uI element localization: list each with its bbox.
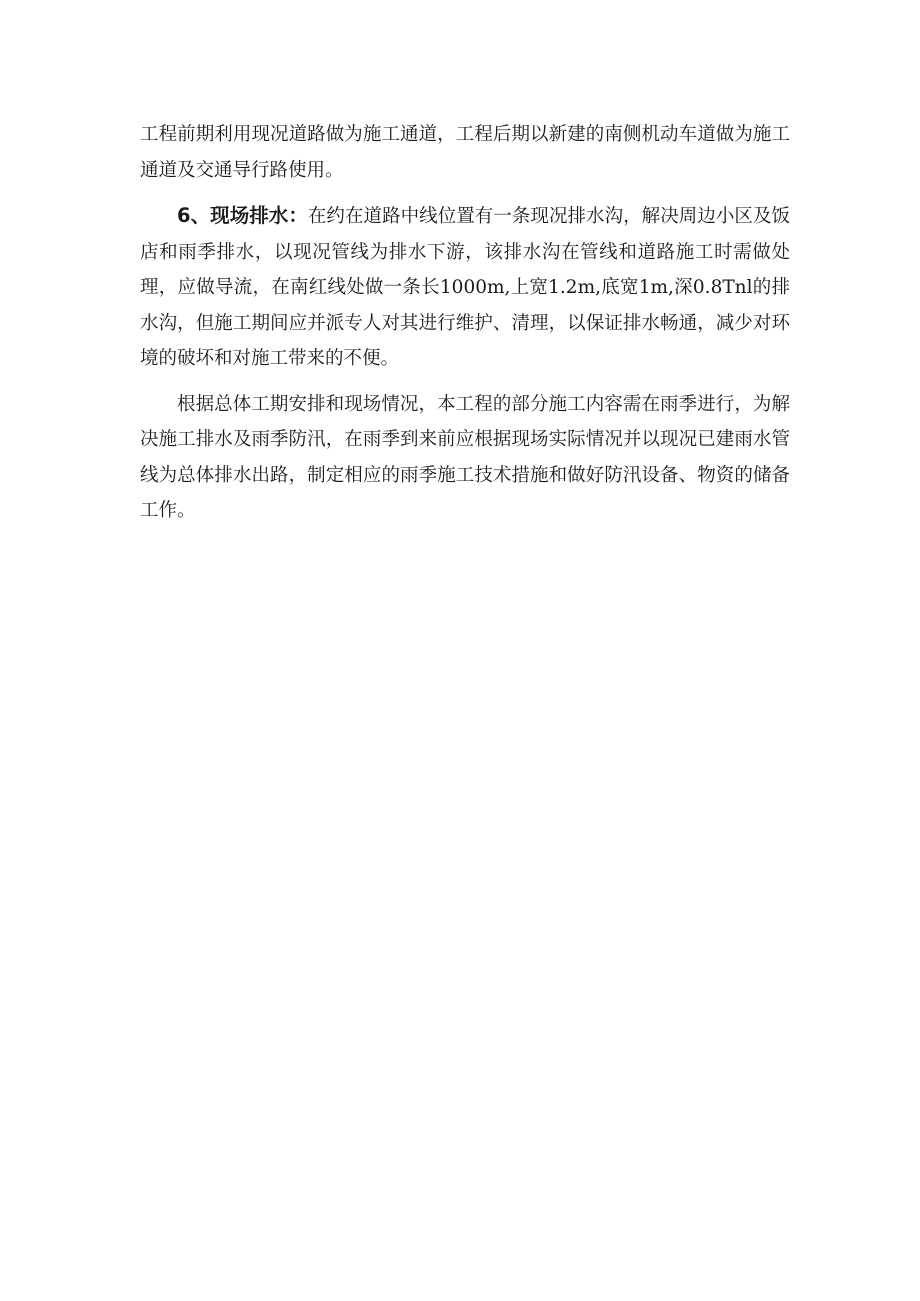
paragraph-spacer: [140, 188, 790, 198]
site-drainage-text: 在约在道路中线位置有一条现况排水沟，解决周边小区及饭店和雨季排水，以现况管线为排水下游，该排水沟在管线和道路施工时需做处理，应做导流，在南红线处做一条长1000m,上宽1.2m,底宽1m,深0.8Tnl的排水沟，但施工期间应并派专人对其进行维护、清理，以保证排水畅通，减少对环境的破坏和对施工带来的不便。: [140, 206, 790, 369]
paragraph-road-access: 工程前期利用现况道路做为施工通道，工程后期以新建的南侧机动车道做为施工通道及交通导行路使用。: [140, 124, 790, 181]
paragraph-rainy-season: 根据总体工期安排和现场情况，本工程的部分施工内容需在雨季进行，为解决施工排水及雨季防汛，在雨季到来前应根据现场实际情况并以现况已建雨水管线为总体排水出路，制定相应的雨季施工技术措施和做好防汛设备、物资的储备工作。: [140, 393, 790, 521]
paragraph-spacer: [140, 377, 790, 387]
paragraph-site-drainage: [140, 198, 790, 377]
section-heading-site-drainage: 6、现场排水：: [177, 204, 308, 227]
document-body: [140, 117, 790, 529]
